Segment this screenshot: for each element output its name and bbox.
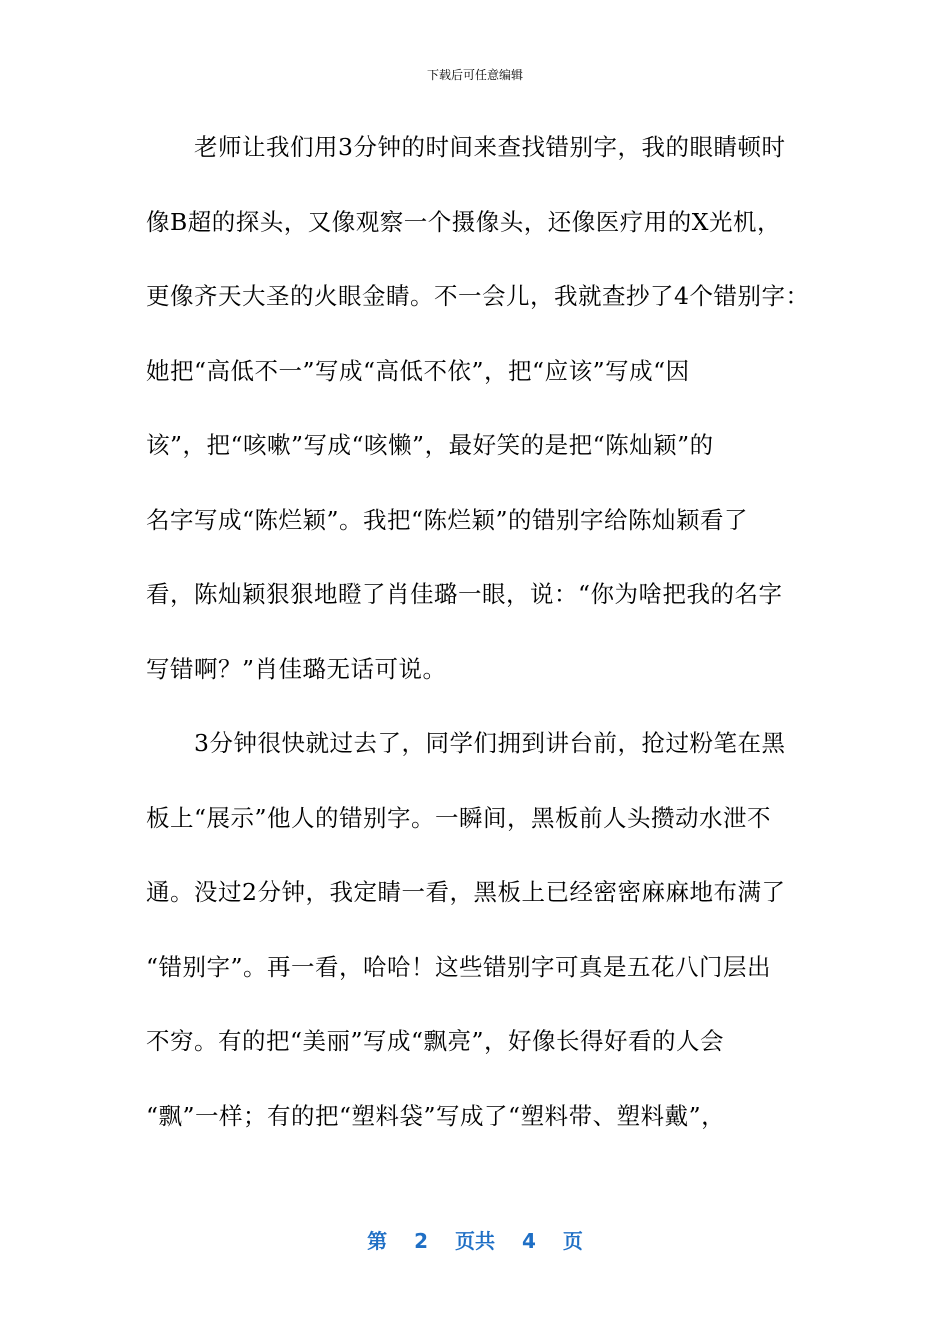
text-line: 写错啊？”肖佳璐无话可说。 <box>146 654 447 683</box>
text-line: 看，陈灿颖狠狠地瞪了肖佳璐一眼，说：“你为啥把我的名字 <box>146 580 783 608</box>
text-line: 名字写成“陈烂颖”。我把“陈烂颖”的错别字给陈灿颖看了 <box>146 505 749 534</box>
text-line: 通。没过2分钟，我定睛一看，黑板上已经密密麻麻地布满了 <box>146 878 786 906</box>
page-label-suffix: 页 <box>562 1229 583 1253</box>
page-label-prefix: 第 <box>367 1229 388 1253</box>
text-line: “飘”一样；有的把“塑料袋”写成了“塑料带、塑料戴”， <box>146 1101 726 1130</box>
text-line: 不穷。有的把“美丽”写成“飘亮”，好像长得好看的人会 <box>146 1027 725 1055</box>
text-line: 像B超的探头，又像观察一个摄像头，还像医疗用的X光机， <box>146 207 781 236</box>
text-line: 更像齐天大圣的火眼金睛。不一会儿，我就查抄了4个错别字： <box>146 282 810 310</box>
text-line: 板上“展示”他人的错别字。一瞬间，黑板前人头攒动水泄不 <box>146 803 772 832</box>
text-line: 老师让我们用3分钟的时间来查找错别字，我的眼睛顿时 <box>146 133 786 161</box>
text-line: 该”，把“咳嗽”写成“咳懒”，最好笑的是把“陈灿颖”的 <box>146 431 714 459</box>
page-header: 下载后可任意编辑 <box>426 68 523 82</box>
text-line: 她把“高低不一”写成“高低不依”，把“应该”写成“因 <box>146 356 690 385</box>
text-line: “错别字”。再一看，哈哈！这些错别字可真是五花八门层出 <box>146 952 772 981</box>
current-page-number: 2 <box>414 1229 429 1253</box>
text-line: 3分钟很快就过去了，同学们拥到讲台前，抢过粉笔在黑 <box>146 729 786 757</box>
page-label-mid: 页共 <box>455 1229 495 1253</box>
total-pages-number: 4 <box>521 1229 536 1253</box>
page-number-footer <box>0 1225 950 1254</box>
document-body <box>146 131 810 1174</box>
